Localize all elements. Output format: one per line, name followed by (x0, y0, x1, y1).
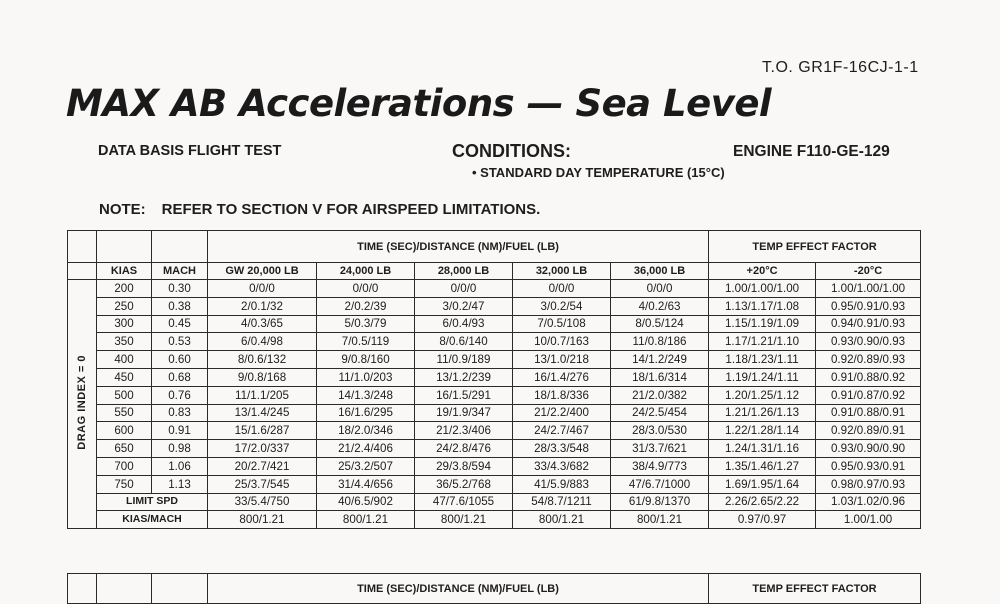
gw-cell: 3/0.2/54 (513, 297, 611, 315)
gw-cell: 9/0.8/168 (208, 368, 317, 386)
mach-cell: 0.68 (152, 368, 208, 386)
gw-cell: 24/2.7/467 (513, 422, 611, 440)
gw-cell: 16/1.5/291 (415, 386, 513, 404)
gw-cell: 800/1.21 (611, 511, 709, 529)
temp-plus-cell: 1.22/1.28/1.14 (709, 422, 816, 440)
engine-label: ENGINE F110-GE-129 (733, 143, 890, 160)
gw-cell: 13/1.2/239 (415, 368, 513, 386)
mach-cell: 0.38 (152, 297, 208, 315)
temp-plus-cell: 1.18/1.23/1.11 (709, 351, 816, 369)
page-title: MAX AB Accelerations — Sea Level (66, 82, 772, 125)
gw-cell: 800/1.21 (317, 511, 415, 529)
temp-minus-cell: 0.95/0.91/0.93 (816, 297, 921, 315)
gw-header: 32,000 LB (513, 263, 611, 280)
condition-item: • STANDARD DAY TEMPERATURE (15°C) (472, 165, 725, 180)
mach-header-spacer (152, 231, 208, 263)
mach-header: MACH (152, 263, 208, 280)
time-distance-fuel-header: TIME (SEC)/DISTANCE (NM)/FUEL (LB) (208, 231, 709, 263)
note (99, 201, 540, 218)
temp-plus-header: +20°C (709, 263, 816, 280)
gw-cell: 13/1.0/218 (513, 351, 611, 369)
table-row (68, 457, 921, 475)
gw-cell: 21/2.2/400 (513, 404, 611, 422)
gw-cell: 6/0.4/93 (415, 315, 513, 333)
kias-header-spacer (97, 231, 152, 263)
next-table-header (67, 573, 921, 604)
gw-cell: 20/2.7/421 (208, 457, 317, 475)
gw-cell: 11/0.9/189 (415, 351, 513, 369)
table-row (68, 351, 921, 369)
gw-cell: 11/0.8/186 (611, 333, 709, 351)
gw-cell: 0/0/0 (208, 280, 317, 298)
temp-minus-header: -20°C (816, 263, 921, 280)
table-row (68, 297, 921, 315)
gw-cell: 21/2.0/382 (611, 386, 709, 404)
temp-minus-cell: 0.98/0.97/0.93 (816, 475, 921, 493)
kias-header: KIAS (97, 263, 152, 280)
gw-cell: 21/2.3/406 (415, 422, 513, 440)
gw-cell: 25/3.7/545 (208, 475, 317, 493)
gw-cell: 38/4.9/773 (611, 457, 709, 475)
kias-cell: 500 (97, 386, 152, 404)
gw-header: 28,000 LB (415, 263, 513, 280)
data-basis: DATA BASIS FLIGHT TEST (98, 143, 282, 159)
kias-cell: 650 (97, 440, 152, 458)
note-text: REFER TO SECTION V FOR AIRSPEED LIMITATIONS. (161, 201, 541, 218)
gw-cell: 7/0.5/108 (513, 315, 611, 333)
gw-cell: 0/0/0 (611, 280, 709, 298)
kias-cell: 300 (97, 315, 152, 333)
limit-speed-label: KIAS/MACH (97, 511, 208, 529)
mach-cell: 0.98 (152, 440, 208, 458)
corner-cell (68, 574, 97, 604)
temp-minus-cell: 1.00/1.00/1.00 (816, 280, 921, 298)
temp-plus-cell: 1.20/1.25/1.12 (709, 386, 816, 404)
gw-header: GW 20,000 LB (208, 263, 317, 280)
gw-cell: 17/2.0/337 (208, 440, 317, 458)
gw-cell: 800/1.21 (208, 511, 317, 529)
temp-plus-cell: 0.97/0.97 (709, 511, 816, 529)
gw-cell: 0/0/0 (415, 280, 513, 298)
gw-cell: 47/6.7/1000 (611, 475, 709, 493)
temp-minus-cell: 0.95/0.93/0.91 (816, 457, 921, 475)
gw-cell: 13/1.4/245 (208, 404, 317, 422)
gw-cell: 54/8.7/1211 (513, 493, 611, 511)
table-row (68, 422, 921, 440)
gw-cell: 19/1.9/347 (415, 404, 513, 422)
gw-cell: 18/1.6/314 (611, 368, 709, 386)
gw-cell: 10/0.7/163 (513, 333, 611, 351)
temp-minus-cell: 0.91/0.88/0.92 (816, 368, 921, 386)
gw-cell: 4/0.2/63 (611, 297, 709, 315)
temp-plus-cell: 1.21/1.26/1.13 (709, 404, 816, 422)
kias-cell: 250 (97, 297, 152, 315)
to-number: T.O. GR1F-16CJ-1-1 (762, 59, 919, 76)
table-row (68, 315, 921, 333)
gw-cell: 11/1.0/203 (317, 368, 415, 386)
table-row (68, 475, 921, 493)
mach-cell: 0.76 (152, 386, 208, 404)
gw-cell: 2/0.2/39 (317, 297, 415, 315)
mach-header-spacer (152, 574, 208, 604)
temp-plus-cell: 1.17/1.21/1.10 (709, 333, 816, 351)
gw-cell: 47/7.6/1055 (415, 493, 513, 511)
drag-index-cell (68, 280, 97, 529)
temp-minus-cell: 0.94/0.91/0.93 (816, 315, 921, 333)
temp-effect-header: TEMP EFFECT FACTOR (709, 231, 921, 263)
table-row (68, 333, 921, 351)
table-row (68, 280, 921, 298)
gw-cell: 25/3.2/507 (317, 457, 415, 475)
temp-minus-cell: 0.91/0.88/0.91 (816, 404, 921, 422)
gw-cell: 36/5.2/768 (415, 475, 513, 493)
kias-header-spacer (97, 574, 152, 604)
gw-cell: 5/0.3/79 (317, 315, 415, 333)
gw-cell: 14/1.2/249 (611, 351, 709, 369)
time-distance-fuel-header: TIME (SEC)/DISTANCE (NM)/FUEL (LB) (208, 574, 709, 604)
temp-plus-cell: 2.26/2.65/2.22 (709, 493, 816, 511)
kias-cell: 550 (97, 404, 152, 422)
temp-minus-cell: 1.03/1.02/0.96 (816, 493, 921, 511)
mach-cell: 0.45 (152, 315, 208, 333)
temp-plus-cell: 1.00/1.00/1.00 (709, 280, 816, 298)
gw-cell: 21/2.4/406 (317, 440, 415, 458)
mach-cell: 0.83 (152, 404, 208, 422)
temp-minus-cell: 0.93/0.90/0.93 (816, 333, 921, 351)
gw-cell: 0/0/0 (317, 280, 415, 298)
temp-plus-cell: 1.24/1.31/1.16 (709, 440, 816, 458)
temp-plus-cell: 1.13/1.17/1.08 (709, 297, 816, 315)
mach-cell: 1.06 (152, 457, 208, 475)
gw-cell: 6/0.4/98 (208, 333, 317, 351)
gw-cell: 800/1.21 (513, 511, 611, 529)
limit-row (68, 493, 921, 511)
limit-row (68, 511, 921, 529)
gw-cell: 28/3.0/530 (611, 422, 709, 440)
gw-cell: 31/4.4/656 (317, 475, 415, 493)
gw-cell: 8/0.5/124 (611, 315, 709, 333)
gw-cell: 31/3.7/621 (611, 440, 709, 458)
gw-cell: 8/0.6/132 (208, 351, 317, 369)
gw-cell: 3/0.2/47 (415, 297, 513, 315)
gw-cell: 4/0.3/65 (208, 315, 317, 333)
kias-cell: 700 (97, 457, 152, 475)
temp-minus-cell: 1.00/1.00 (816, 511, 921, 529)
gw-cell: 41/5.9/883 (513, 475, 611, 493)
note-label: NOTE: (99, 201, 146, 218)
kias-cell: 450 (97, 368, 152, 386)
gw-cell: 8/0.6/140 (415, 333, 513, 351)
temp-plus-cell: 1.15/1.19/1.09 (709, 315, 816, 333)
temp-minus-cell: 0.92/0.89/0.93 (816, 351, 921, 369)
corner-cell-2 (68, 263, 97, 280)
kias-cell: 350 (97, 333, 152, 351)
table-row (68, 386, 921, 404)
gw-cell: 28/3.3/548 (513, 440, 611, 458)
kias-cell: 600 (97, 422, 152, 440)
gw-cell: 61/9.8/1370 (611, 493, 709, 511)
gw-cell: 9/0.8/160 (317, 351, 415, 369)
mach-cell: 0.30 (152, 280, 208, 298)
mach-cell: 0.60 (152, 351, 208, 369)
gw-cell: 7/0.5/119 (317, 333, 415, 351)
gw-cell: 33/4.3/682 (513, 457, 611, 475)
table-row (68, 368, 921, 386)
gw-cell: 24/2.5/454 (611, 404, 709, 422)
temp-minus-cell: 0.91/0.87/0.92 (816, 386, 921, 404)
gw-cell: 18/2.0/346 (317, 422, 415, 440)
mach-cell: 0.53 (152, 333, 208, 351)
kias-cell: 400 (97, 351, 152, 369)
temp-effect-header: TEMP EFFECT FACTOR (709, 574, 921, 604)
gw-cell: 18/1.8/336 (513, 386, 611, 404)
conditions-heading: CONDITIONS: (452, 141, 571, 161)
kias-cell: 200 (97, 280, 152, 298)
mach-cell: 1.13 (152, 475, 208, 493)
gw-cell: 40/6.5/902 (317, 493, 415, 511)
temp-minus-cell: 0.92/0.89/0.91 (816, 422, 921, 440)
drag-index-label: DRAG INDEX = 0 (76, 355, 88, 450)
gw-cell: 2/0.1/32 (208, 297, 317, 315)
gw-cell: 16/1.4/276 (513, 368, 611, 386)
table-row (68, 440, 921, 458)
gw-cell: 33/5.4/750 (208, 493, 317, 511)
gw-cell: 29/3.8/594 (415, 457, 513, 475)
gw-cell: 14/1.3/248 (317, 386, 415, 404)
gw-cell: 16/1.6/295 (317, 404, 415, 422)
gw-cell: 24/2.8/476 (415, 440, 513, 458)
gw-header: 24,000 LB (317, 263, 415, 280)
temp-plus-cell: 1.19/1.24/1.11 (709, 368, 816, 386)
table-row (68, 404, 921, 422)
gw-header: 36,000 LB (611, 263, 709, 280)
gw-cell: 15/1.6/287 (208, 422, 317, 440)
limit-speed-label: LIMIT SPD (97, 493, 208, 511)
temp-plus-cell: 1.69/1.95/1.64 (709, 475, 816, 493)
corner-cell (68, 231, 97, 263)
temp-plus-cell: 1.35/1.46/1.27 (709, 457, 816, 475)
gw-cell: 800/1.21 (415, 511, 513, 529)
mach-cell: 0.91 (152, 422, 208, 440)
temp-minus-cell: 0.93/0.90/0.90 (816, 440, 921, 458)
gw-cell: 11/1.1/205 (208, 386, 317, 404)
acceleration-table (67, 230, 921, 529)
gw-cell: 0/0/0 (513, 280, 611, 298)
kias-cell: 750 (97, 475, 152, 493)
